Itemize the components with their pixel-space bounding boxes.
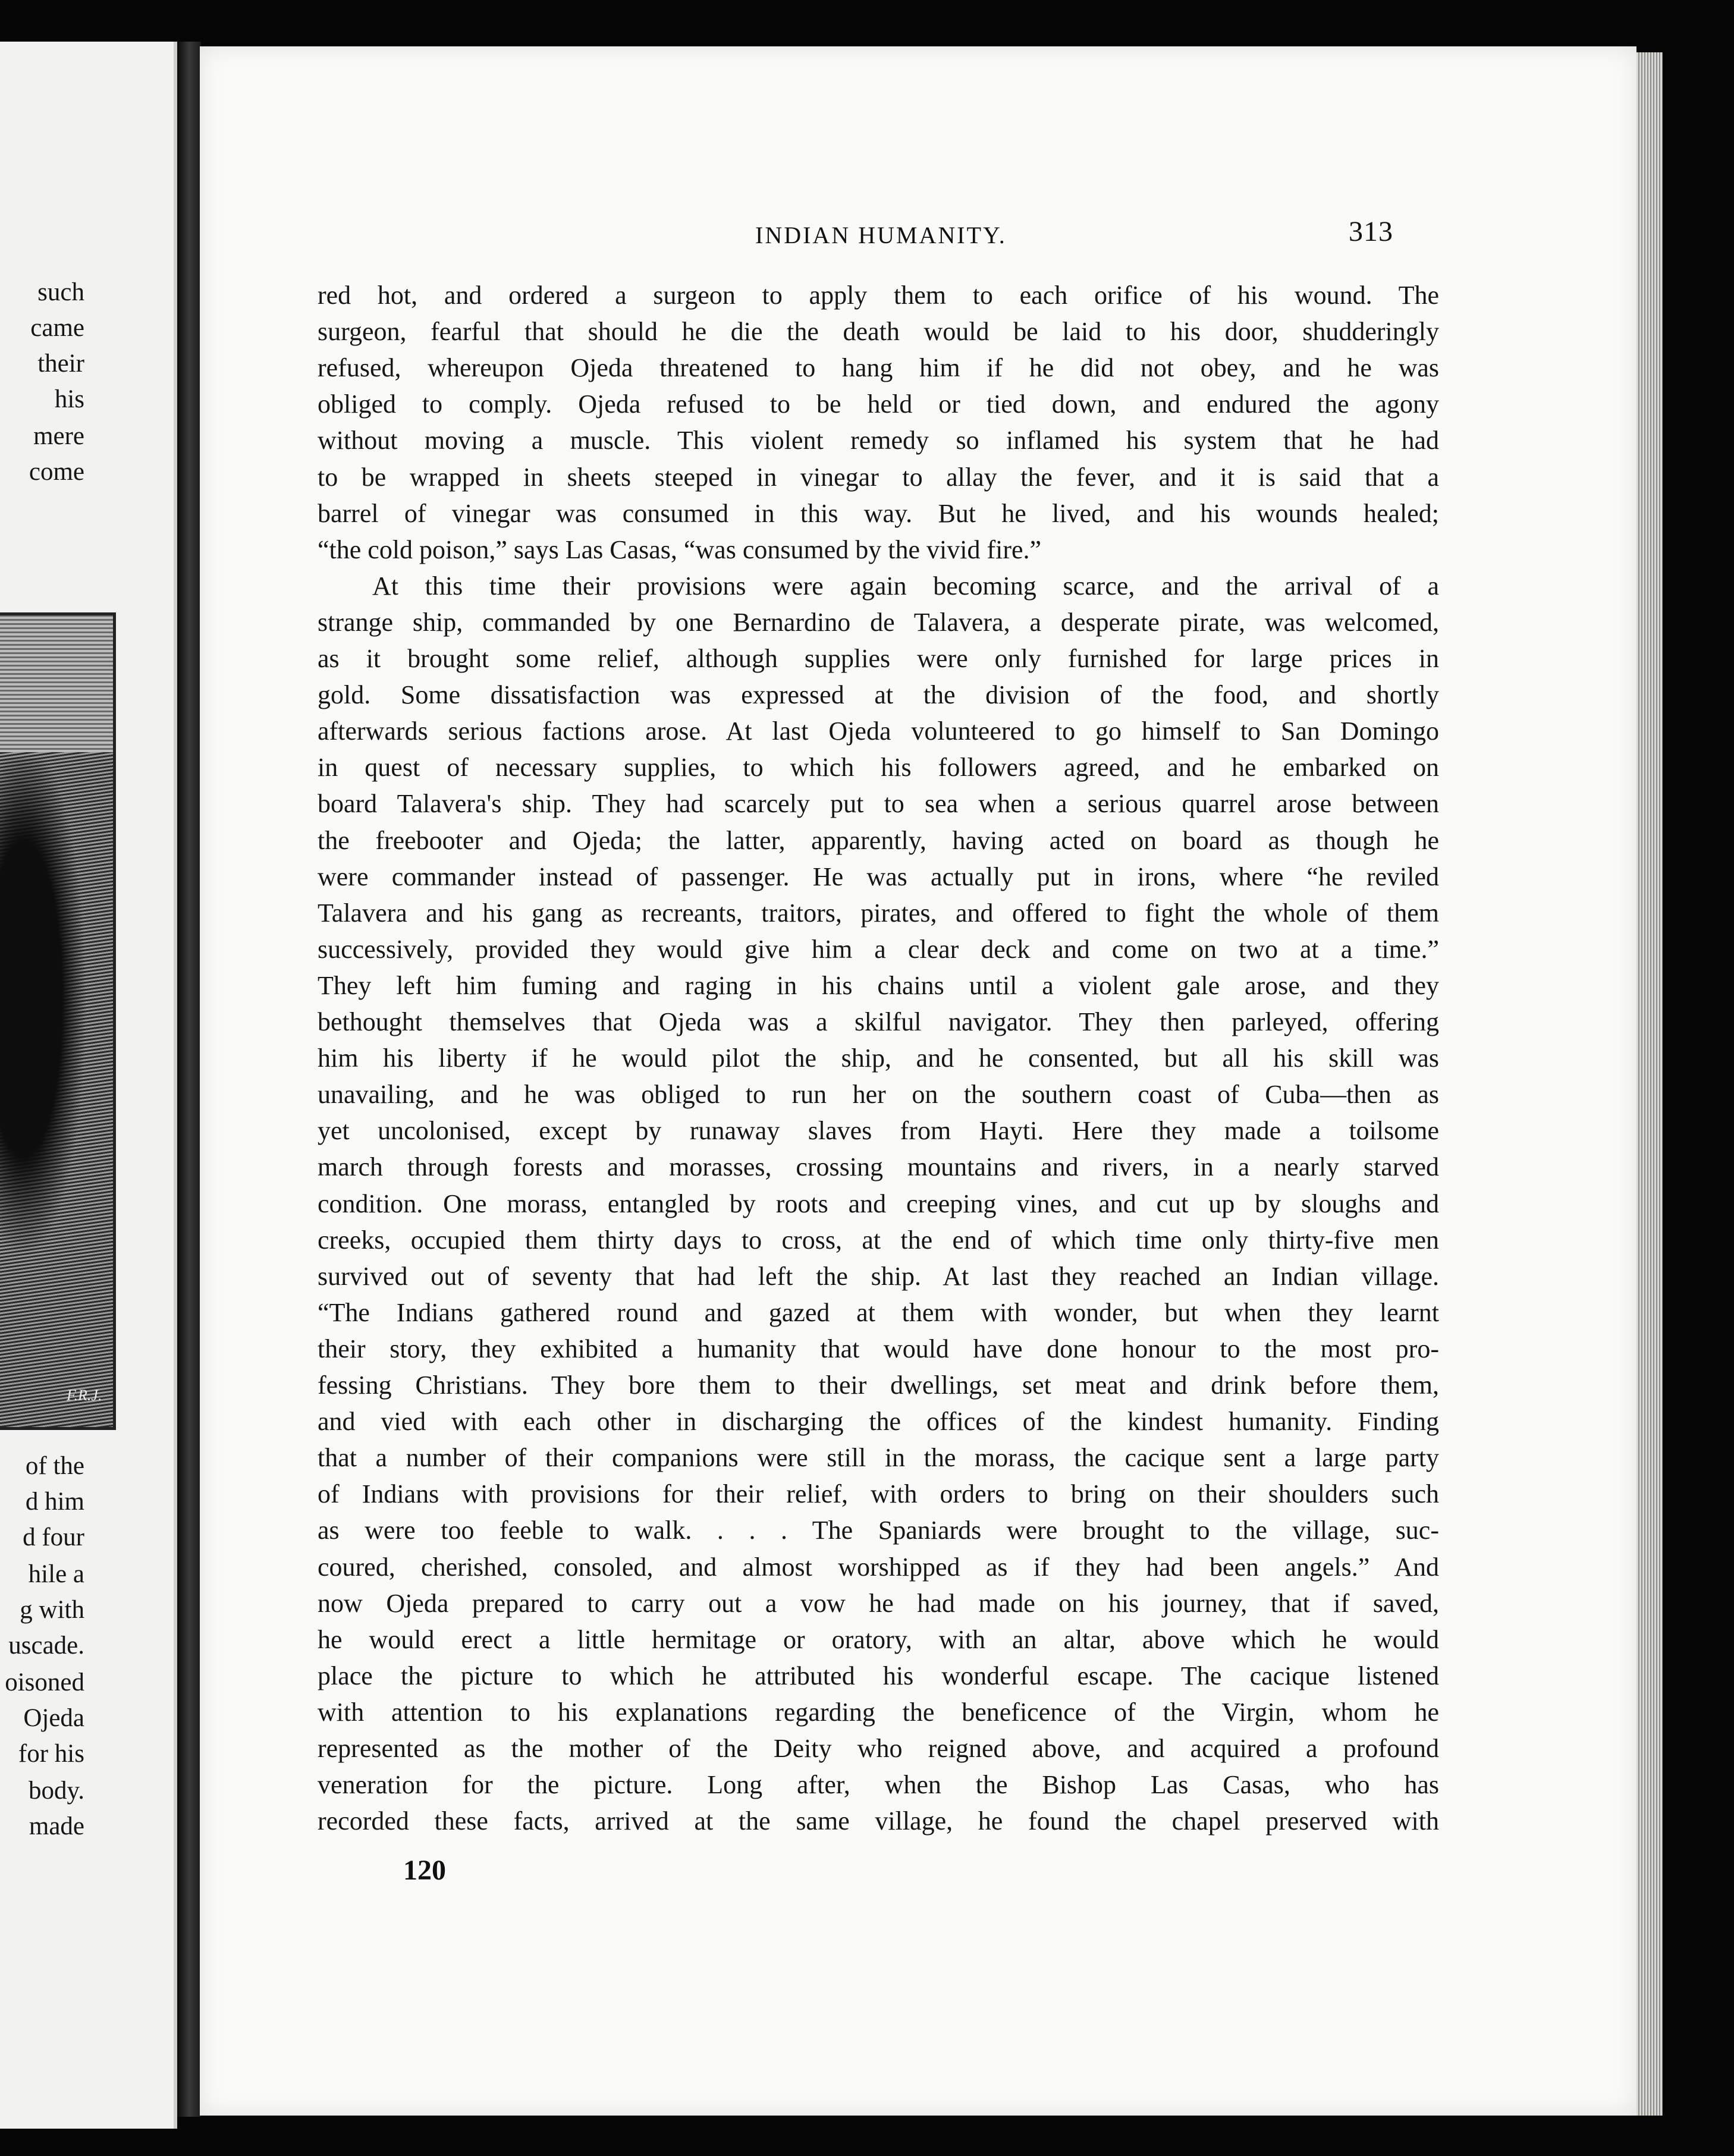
facing-page-line: mere bbox=[33, 422, 84, 450]
facing-page-line: of the bbox=[25, 1452, 84, 1480]
facing-page-line: his bbox=[54, 385, 84, 413]
facing-page-line: body. bbox=[29, 1777, 84, 1805]
text-line: “the cold poison,” says Las Casas, “was consumed by the vivid fire.” bbox=[318, 535, 1042, 564]
text-line: without moving a muscle. This violent remedy so inflamed his system that he had bbox=[318, 426, 1439, 455]
text-line: veneration for the picture. Long after, when the Bishop Las Casas, who has bbox=[318, 1770, 1439, 1800]
text-line: in quest of necessary supplies, to which his followers agreed, and he embarked on bbox=[318, 753, 1439, 782]
text-line: fessing Christians. They bore them to their dwellings, set meat and drink before them, bbox=[318, 1371, 1439, 1400]
text-line: bethought themselves that Ojeda was a skilful navigator. They then parleyed, offering bbox=[318, 1007, 1439, 1036]
running-head: INDIAN HUMANITY. bbox=[755, 222, 1007, 249]
text-line: “The Indians gathered round and gazed at them with wonder, but when they learnt bbox=[318, 1297, 1439, 1327]
text-line: successively, provided they would give him a clear deck and come on two at a time.” bbox=[318, 934, 1439, 964]
facing-page-line: g with bbox=[20, 1596, 84, 1624]
text-line: surgeon, fearful that should he die the death would be laid to his door, shudderingly bbox=[318, 317, 1439, 347]
text-line: now Ojeda prepared to carry out a vow he had made on his journey, that if saved, bbox=[318, 1588, 1439, 1618]
facing-page-line: made bbox=[29, 1812, 84, 1840]
page-stack-edge bbox=[1636, 52, 1663, 2116]
text-line: yet uncolonised, except by runaway slaves from Hayti. Here they made a toilsome bbox=[318, 1116, 1439, 1146]
text-line: with attention to his explanations regarding the beneficence of the Virgin, whom he bbox=[318, 1697, 1439, 1727]
facing-page-line: hile a bbox=[28, 1560, 84, 1588]
book-gutter bbox=[177, 42, 201, 2117]
text-line: that a number of their companions were still in the morass, the cacique sent a large party bbox=[318, 1443, 1439, 1473]
text-line: refused, whereupon Ojeda threatened to hang him if he did not obey, and he was bbox=[318, 353, 1439, 383]
text-line: were commander instead of passenger. He was actually put in irons, where “he reviled bbox=[318, 862, 1439, 891]
facing-page-line: for his bbox=[18, 1740, 84, 1768]
text-line: as were too feeble to walk. . . . The Spaniards were brought to the village, suc- bbox=[318, 1516, 1439, 1545]
text-line: condition. One morass, entangled by roots and creeping vines, and cut up by sloughs and bbox=[318, 1189, 1439, 1218]
facing-page-line: Ojeda bbox=[23, 1704, 84, 1732]
text-line: creeks, occupied them thirty days to cross, at the end of which time only thirty-five men bbox=[318, 1225, 1439, 1255]
text-line: represented as the mother of the Deity who reigned above, and acquired a profound bbox=[318, 1734, 1439, 1763]
text-line: red hot, and ordered a surgeon to apply them to each orifice of his wound. The bbox=[318, 281, 1439, 310]
scan-top-border bbox=[202, 0, 1629, 52]
text-line: to be wrapped in sheets steeped in vinegar to allay the fever, and it is said that a bbox=[318, 462, 1439, 492]
facing-page-line: came bbox=[30, 314, 84, 342]
facing-page-line: d four bbox=[23, 1523, 84, 1551]
text-line: the freebooter and Ojeda; the latter, apparently, having acted on board as though he bbox=[318, 825, 1439, 855]
text-line: gold. Some dissatisfaction was expressed at the division of the food, and shortly bbox=[318, 680, 1439, 710]
text-line: he would erect a little hermitage or oratory, with an altar, above which he would bbox=[318, 1624, 1439, 1654]
text-line: recorded these facts, arrived at the same village, he found the chapel preserved with bbox=[318, 1806, 1439, 1836]
text-line: unavailing, and he was obliged to run her on the southern coast of Cuba—then as bbox=[318, 1080, 1439, 1110]
text-line: place the picture to which he attributed his wonderful escape. The cacique listened bbox=[318, 1661, 1439, 1690]
facing-page-line: uscade. bbox=[8, 1632, 84, 1660]
facing-page-line: their bbox=[37, 350, 84, 378]
text-line: as it brought some relief, although supplies were only furnished for large prices in bbox=[318, 644, 1439, 673]
facing-page-line: d him bbox=[25, 1488, 84, 1516]
text-line: They left him fuming and raging in his chains until a violent gale arose, and they bbox=[318, 970, 1439, 1000]
page-number: 313 bbox=[1349, 216, 1393, 247]
text-line: barrel of vinegar was consumed in this way. But he lived, and his wounds healed; bbox=[318, 498, 1439, 528]
text-line: survived out of seventy that had left the ship. At last they reached an Indian village. bbox=[318, 1261, 1439, 1291]
text-line: afterwards serious factions arose. At last Ojeda volunteered to go himself to San Domingo bbox=[318, 716, 1439, 746]
engraver-signature: F.R.J. bbox=[67, 1387, 102, 1404]
text-line: strange ship, commanded by one Bernardino de Talavera, a desperate pirate, was welcomed, bbox=[318, 607, 1439, 637]
text-line: him his liberty if he would pilot the ship, and he consented, but all his skill was bbox=[318, 1044, 1439, 1073]
text-line: board Talavera's ship. They had scarcely put to sea when a serious quarrel arose between bbox=[318, 789, 1439, 819]
facing-page bbox=[0, 42, 177, 2129]
text-line: and vied with each other in discharging the offices of the kindest humanity. Finding bbox=[318, 1407, 1439, 1437]
text-line: coured, cherished, consoled, and almost worshipped as if they had been angels.” And bbox=[318, 1552, 1439, 1582]
facing-page-line: such bbox=[37, 278, 84, 306]
facing-page-line: oisoned bbox=[5, 1668, 84, 1696]
text-line: obliged to comply. Ojeda refused to be held or tied down, and endured the agony bbox=[318, 389, 1439, 419]
text-line: their story, they exhibited a humanity that would have done honour to the most pro- bbox=[318, 1334, 1439, 1363]
text-line: At this time their provisions were again becoming scarce, and the arrival of a bbox=[372, 571, 1439, 601]
text-line: Talavera and his gang as recreants, traitors, pirates, and offered to fight the whole of them bbox=[318, 898, 1439, 928]
printer-signature-mark: 120 bbox=[403, 1855, 446, 1886]
facing-page-line: come bbox=[29, 458, 84, 486]
text-line: march through forests and morasses, crossing mountains and rivers, in a nearly starved bbox=[318, 1152, 1439, 1182]
text-line: of Indians with provisions for their relief, with orders to bring on their shoulders such bbox=[318, 1479, 1439, 1509]
engraving-illustration bbox=[0, 612, 116, 1430]
